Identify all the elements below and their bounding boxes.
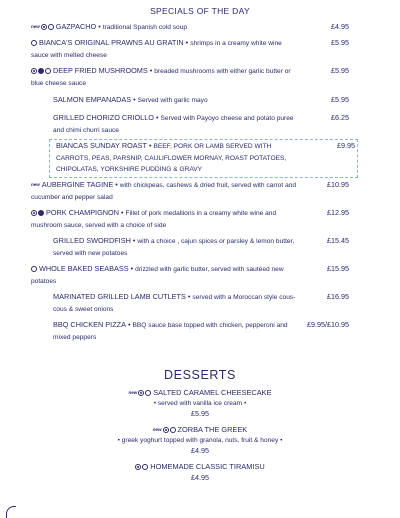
item-price: £9.95/£10.95 — [307, 320, 349, 329]
desserts-title: DESSERTS — [164, 368, 236, 382]
dessert-item — [0, 425, 400, 457]
menu-item — [31, 95, 349, 107]
bullet-icon: • — [132, 236, 136, 245]
bullet-icon: • — [187, 292, 191, 301]
item-description: drizzled with garlic butter, served with sautéed new potatoes — [31, 266, 284, 285]
item-description: Fillet of pork medallions in a creamy white wine and mushroom sauce, served with a choice of side — [31, 210, 277, 229]
vegetarian-icon — [138, 390, 144, 396]
item-name: BIANCA'S ORIGINAL PRAWNS AU GRATIN — [39, 38, 184, 47]
specials-title: SPECIALS OF THE DAY — [150, 6, 250, 16]
menu-item — [31, 320, 349, 343]
dietary-icons — [31, 182, 40, 188]
item-description: BBQ sauce base topped with chicken, pepperoni and mixed peppers — [53, 322, 288, 341]
bullet-icon: • — [115, 180, 118, 189]
dessert-price: £4.95 — [191, 446, 209, 455]
menu-item — [31, 22, 349, 34]
dietary-icons — [31, 40, 37, 46]
item-price: £5.95 — [331, 66, 349, 75]
menu-item — [31, 264, 349, 287]
vegetarian-icon — [41, 24, 47, 30]
menu-item — [31, 236, 349, 259]
item-price: £15.45 — [327, 236, 349, 245]
bullet-icon: • — [148, 141, 152, 150]
item-description: Served with Payoyo cheese and potato puree and chimi churri sauce — [53, 115, 294, 134]
new-icon: new — [31, 182, 40, 188]
vegan-icon — [38, 68, 44, 74]
item-name: SALMON EMPANADAS — [53, 95, 132, 104]
vegetarian-icon — [31, 68, 37, 74]
item-price: £6.25 — [331, 113, 349, 122]
restaurant-logo — [6, 506, 66, 516]
bullet-icon: • — [149, 66, 153, 75]
dietary-icons — [31, 68, 51, 74]
menu-item — [31, 113, 349, 136]
gluten-free-icon — [145, 390, 151, 396]
bullet-icon: • — [155, 113, 159, 122]
vegetarian-icon — [31, 210, 37, 216]
item-name: BBQ CHICKEN PIZZA — [53, 320, 126, 329]
menu-item — [31, 66, 349, 89]
item-price: £4.95 — [331, 22, 349, 31]
bullet-icon: • — [185, 38, 189, 47]
item-description: shrimps in a creamy white wine sauce with melted cheese — [31, 40, 282, 59]
gluten-free-icon — [142, 464, 148, 470]
gluten-free-icon — [170, 427, 176, 433]
gluten-free-icon — [48, 24, 54, 30]
item-name: BIANCAS SUNDAY ROAST — [56, 141, 147, 150]
dietary-icons — [135, 464, 148, 470]
dessert-description: served with vanilla ice cream — [157, 399, 243, 407]
item-price: £9.95 — [337, 141, 355, 150]
gluten-free-icon — [31, 266, 37, 272]
bullet-icon: • — [278, 436, 283, 444]
dessert-description: greek yoghurt topped with granola, nuts, fruit & honey — [121, 436, 279, 444]
gluten-free-icon — [31, 40, 37, 46]
new-icon: new — [128, 390, 138, 396]
new-icon: new — [152, 427, 162, 433]
dessert-item — [0, 388, 400, 420]
bullet-icon: • — [117, 436, 122, 444]
gluten-free-icon — [45, 68, 51, 74]
vegan-icon — [38, 210, 44, 216]
dessert-item — [0, 462, 400, 483]
bullet-icon: • — [98, 22, 101, 31]
vegetarian-icon — [135, 464, 141, 470]
item-description: Served with garlic mayo — [137, 97, 208, 104]
bullet-icon: • — [130, 264, 134, 273]
dessert-price: £5.95 — [191, 409, 209, 418]
item-price: £15.95 — [327, 264, 349, 273]
dietary-icons — [31, 210, 44, 216]
bullet-icon: • — [153, 399, 158, 407]
item-price: £12.95 — [327, 208, 349, 217]
item-name: PORK CHAMPIGNON — [46, 208, 119, 217]
dietary-icons — [128, 390, 151, 396]
dietary-icons — [31, 266, 37, 272]
bullet-icon: • — [242, 399, 247, 407]
vegetarian-icon — [163, 427, 169, 433]
dietary-icons — [153, 427, 176, 433]
menu-item — [31, 38, 349, 61]
item-description: served with a Moroccan style cous-cous & sweet onions — [53, 294, 296, 313]
dessert-price: £4.95 — [191, 472, 209, 482]
bullet-icon: • — [120, 208, 124, 217]
logo-mark-icon — [6, 506, 16, 518]
item-name: GRILLED CHORIZO CRIOLLO — [53, 113, 154, 122]
item-description: with a choice , cajun spices or parsley & lemon butter, served with new potatoes — [53, 238, 295, 257]
dessert-name: HOMEMADE CLASSIC TIRAMISU — [150, 462, 265, 471]
menu-item — [31, 292, 349, 315]
dessert-name: ZORBA THE GREEK — [177, 425, 248, 434]
item-description: BEEF, PORK OR LAMB SERVED WITH CARROTS, PEAS, PARSNIP, CAULIFLOWER MORNAY, ROAST POTATOES, CHIPOLATAS, YORKSHIRE PUDDING & GRAVY — [56, 143, 287, 174]
item-name: WHOLE BAKED SEABASS — [39, 264, 129, 273]
item-price: £5.95 — [331, 95, 349, 104]
menu-item — [31, 180, 349, 203]
item-name: AUBERGINE TAGINE — [41, 180, 114, 189]
item-price: £16.95 — [327, 292, 349, 301]
menu-item-featured — [49, 139, 358, 178]
menu-item — [31, 208, 349, 231]
dessert-name: SALTED CARAMEL CHEESECAKE — [153, 388, 272, 397]
item-price: £10.95 — [327, 180, 349, 189]
item-name: DEEP FRIED MUSHROOMS — [53, 66, 148, 75]
item-description: with chickpeas, cashews & dried fruit, served with carrot and cucumber and pepper salad — [31, 182, 297, 201]
item-name: GRILLED SWORDFISH — [53, 236, 131, 245]
bullet-icon: • — [133, 95, 136, 104]
dietary-icons — [31, 24, 54, 30]
bullet-icon: • — [127, 320, 131, 329]
item-name: MARINATED GRILLED LAMB CUTLETS — [53, 292, 186, 301]
new-icon: new — [31, 24, 40, 30]
item-description: breaded mushrooms with either garlic butter or blue cheese sauce — [31, 68, 291, 87]
item-description: traditional Spanish cold soup — [102, 24, 188, 31]
item-price: £5.95 — [331, 38, 349, 47]
item-name: GAZPACHO — [55, 22, 97, 31]
